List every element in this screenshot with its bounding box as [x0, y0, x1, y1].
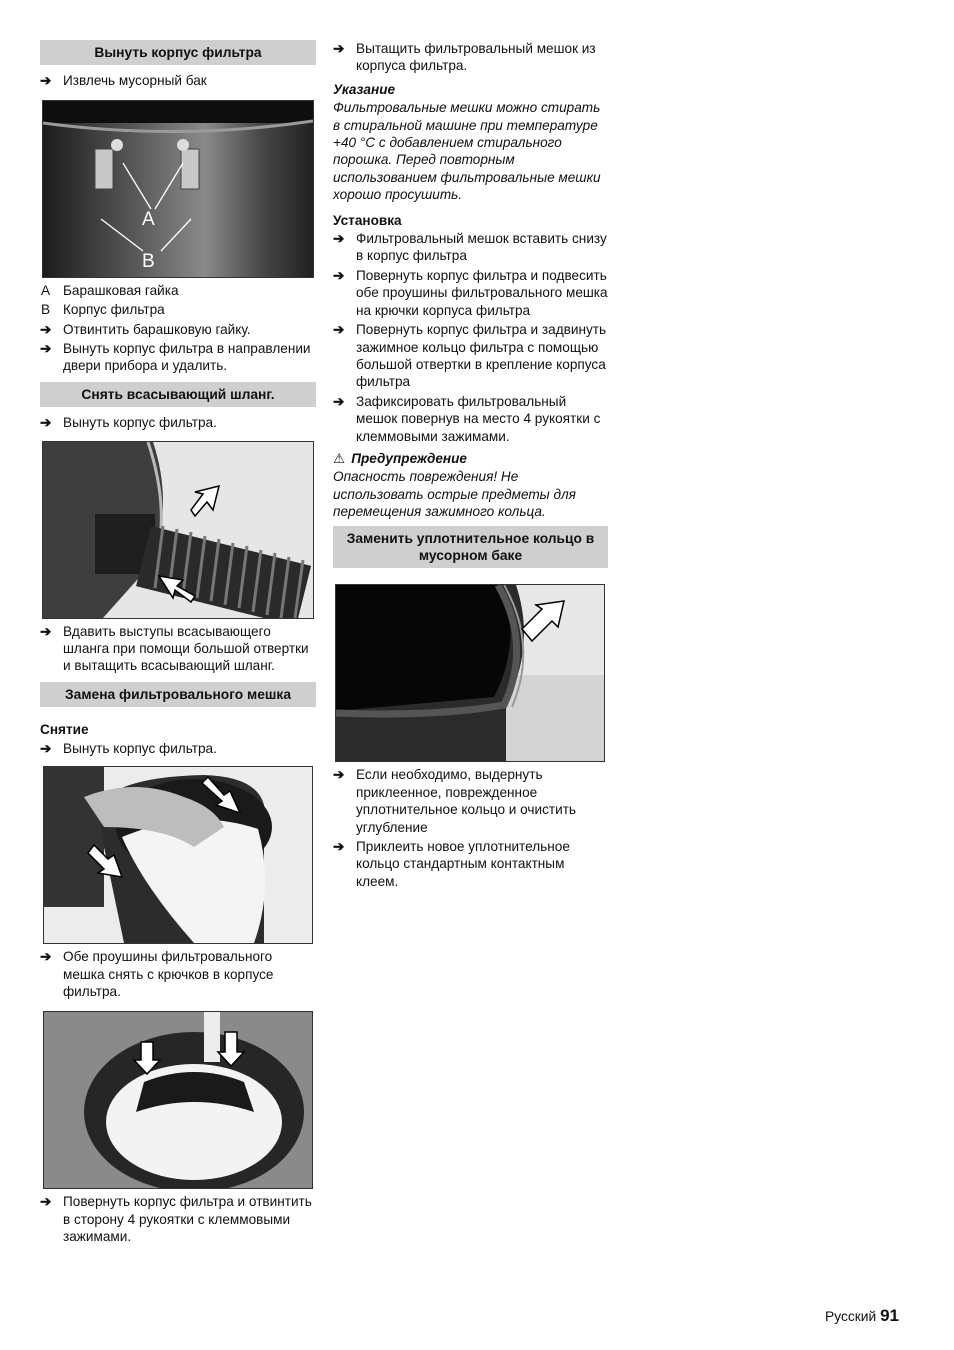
note-title: Указание [333, 81, 396, 97]
arrow-icon: ➔ [333, 839, 345, 854]
photo-suction-hose [42, 441, 314, 619]
step-item: ➔ Извлечь мусорный бак [40, 73, 207, 89]
arrow-icon: ➔ [40, 1194, 52, 1210]
page-number: 91 [880, 1306, 899, 1325]
arrow-icon: ➔ [333, 267, 345, 283]
arrow-icon: ➔ [40, 73, 52, 89]
step-item: ➔ Повернуть корпус фильтра и подвесить обе проушины фильтровального мешка на крючки корпуса фильтра [333, 267, 608, 318]
step-item: ➔ Повернуть корпус фильтра и отвинтить в сторону 4 рукоятки с клеммовыми зажимами. [40, 1194, 312, 1245]
section-heading-replace-filter-bag: Замена фильтровального мешка [40, 682, 316, 707]
legend-item: B Корпус фильтра [41, 302, 165, 318]
step-item: ➔ Фильтровальный мешок вставить снизу в корпус фильтра [333, 231, 607, 264]
label-a: A [142, 208, 155, 230]
warning-icon: ⚠ [333, 450, 346, 466]
arrow-icon: ➔ [40, 415, 52, 431]
step-item: ➔ Вытащить фильтровальный мешок из корпуса фильтра. [333, 41, 596, 74]
subheading-installation: Установка [333, 212, 402, 228]
step-item: ➔ Обе проушины фильтровального мешка снять с крючков в корпусе фильтра. [40, 949, 274, 999]
section-heading-remove-suction-hose: Снять всасывающий шланг. [40, 382, 316, 407]
step-item: ➔ Приклеить новое уплотнительное кольцо стандартным контактным клеем. [333, 839, 570, 889]
photo-wing-nuts [42, 100, 314, 278]
arrow-icon: ➔ [40, 623, 52, 639]
footer-language: Русский [825, 1309, 877, 1324]
arrow-icon: ➔ [333, 41, 345, 56]
arrow-icon: ➔ [40, 949, 52, 965]
photo-clamp-handles-illustration [44, 1012, 312, 1188]
photo-seal-ring-illustration [336, 585, 604, 761]
step-item: ➔ Вынуть корпус фильтра в направлении двери прибора и удалить. [40, 341, 311, 374]
step-item: ➔ Если необходимо, выдернуть приклеенное, поврежденное уплотнительное кольцо и очистить углубление [333, 767, 577, 835]
arrow-icon: ➔ [333, 231, 345, 247]
page-footer [825, 1307, 899, 1325]
left-column [40, 40, 316, 1248]
photo-filter-bag-hooks [43, 766, 313, 944]
note-text: Фильтровальные мешки можно стирать в стиральной машине при температуре +40 °C с добавлением стирального порошка. Перед повторным использованием фильтровальные мешки хорошо просушить. [333, 100, 601, 203]
subheading-removal: Снятие [40, 722, 89, 738]
step-item: ➔ Вынуть корпус фильтра. [40, 740, 217, 756]
step-item: ➔ Повернуть корпус фильтра и задвинуть зажимное кольцо фильтра с помощью большой отвертки в крепление корпуса фильтра [333, 322, 607, 390]
section-heading-remove-filter-housing: Вынуть корпус фильтра [40, 40, 316, 65]
photo-clamp-handles [43, 1011, 313, 1189]
step-item: ➔ Зафиксировать фильтровальный мешок повернув на место 4 рукоятки с клеммовыми зажимами. [333, 393, 601, 444]
arrow-icon: ➔ [333, 393, 345, 409]
arrow-icon: ➔ [333, 767, 345, 783]
photo-suction-hose-illustration [43, 442, 313, 618]
section-heading-replace-seal-ring: Заменить уплотнительное кольцо в мусорном баке [333, 526, 608, 569]
label-b: B [142, 250, 155, 272]
step-item: ➔ Отвинтить барашковую гайку. [40, 321, 251, 337]
legend-item: A Барашковая гайка [41, 282, 179, 298]
arrow-icon: ➔ [40, 341, 52, 357]
photo-seal-ring [335, 584, 605, 762]
arrow-icon: ➔ [40, 321, 52, 337]
right-column [333, 40, 609, 892]
arrow-icon: ➔ [333, 322, 345, 338]
photo-wing-nuts-illustration [43, 101, 313, 277]
warning-title: ⚠ Предупреждение [333, 450, 467, 466]
arrow-icon: ➔ [40, 740, 52, 756]
photo-filter-bag-hooks-illustration [44, 767, 312, 943]
warning-text: Опасность повреждения! Не использовать острые предметы для перемещения зажимного кольца. [333, 469, 576, 520]
step-item: ➔ Вдавить выступы всасывающего шланга при помощи большой отвертки и вытащить всасывающий шланг. [40, 623, 309, 674]
step-item: ➔ Вынуть корпус фильтра. [40, 415, 217, 431]
